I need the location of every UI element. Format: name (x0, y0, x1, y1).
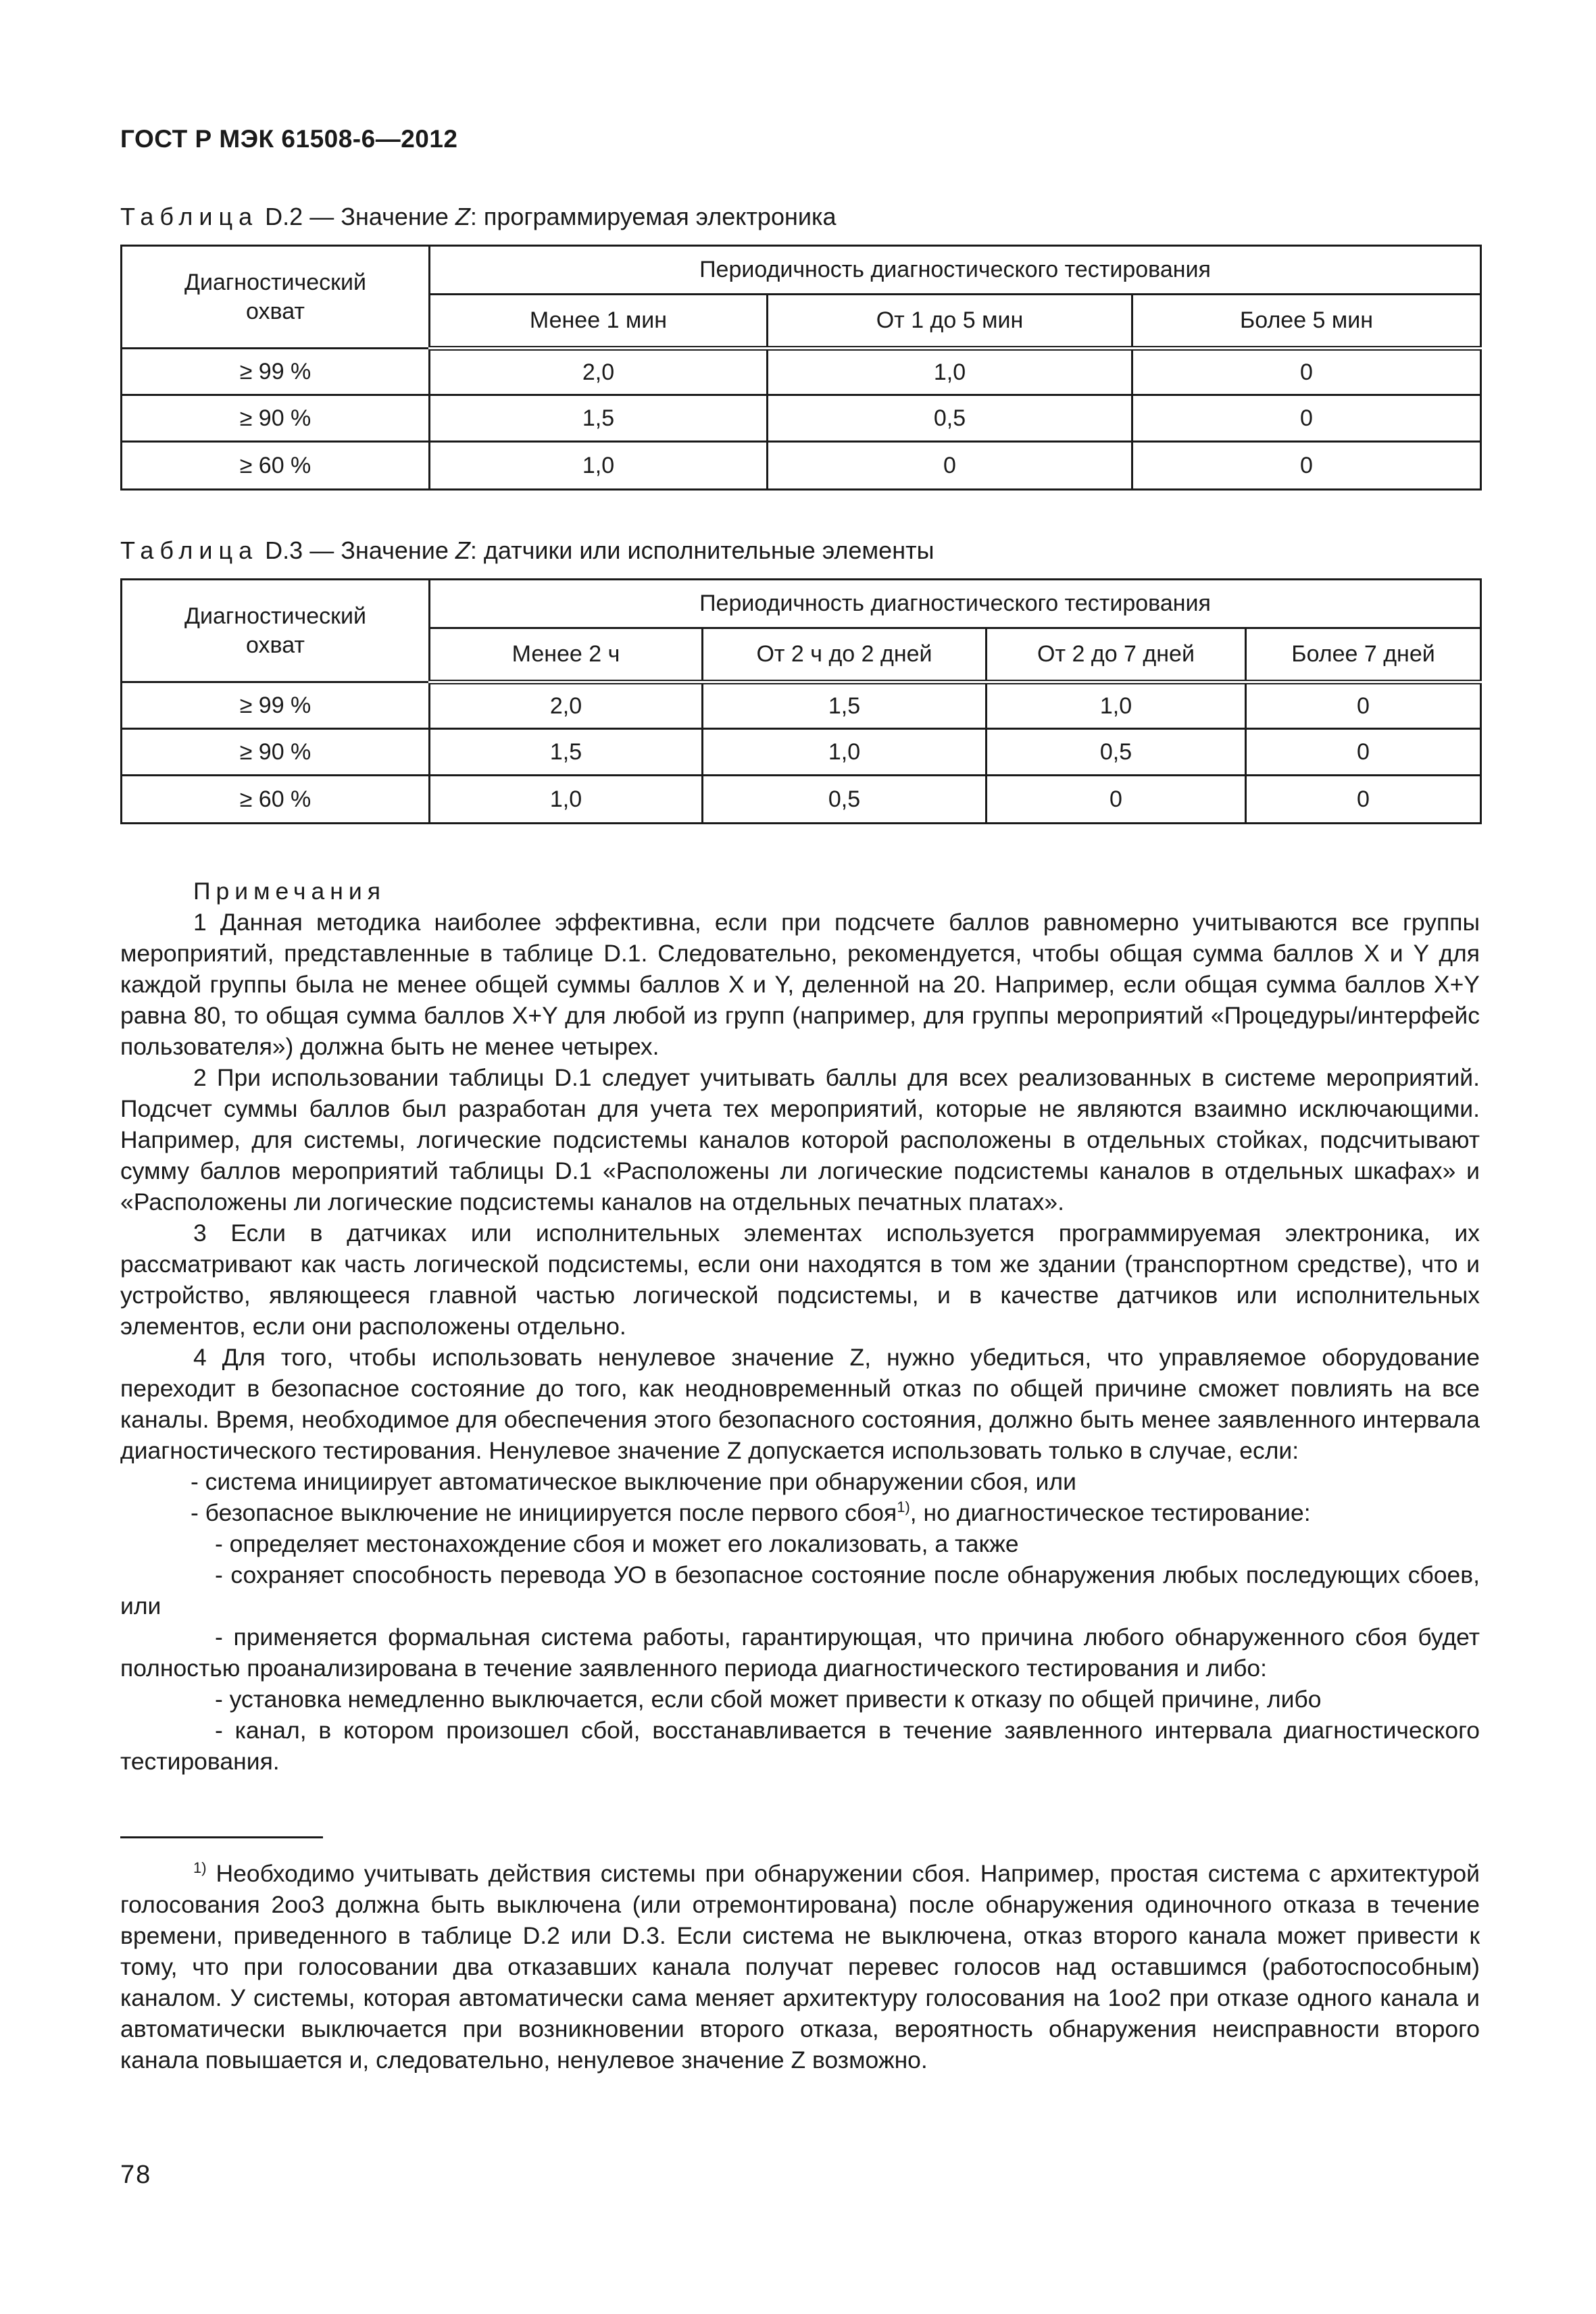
cell: 1,0 (430, 442, 768, 490)
table-row (122, 776, 1481, 824)
cell: 0,5 (987, 729, 1246, 776)
table-row (122, 682, 1481, 729)
cell: 1,5 (430, 395, 768, 442)
header-diag-coverage: Диагностический охват (122, 580, 430, 682)
note-4: 4 Для того, чтобы использовать ненулевое значение Z, нужно убедиться, что управляемое оборудование переходит в безопасное состояние до того, как неодновременный отказ по общей причине сможет повлиять на все каналы. Время, необходимое для обеспечения этого безопасного состояния, должно быть менее заявленного интервала диагностического тестирования. Ненулевое значение Z допускается использовать только в случае, если: (120, 1344, 1480, 1464)
header-test-period: Периодичность диагностического тестирования (430, 246, 1481, 295)
cell: 0 (1246, 729, 1481, 776)
standard-header: ГОСТ Р МЭК 61508-6—2012 (120, 125, 458, 153)
subheader: Менее 1 мин (430, 295, 768, 349)
cell: ≥ 60 % (122, 776, 430, 824)
cell: 2,0 (430, 682, 703, 729)
cell: 0 (768, 442, 1132, 490)
cell: 0 (1132, 442, 1481, 490)
note-bullet: - сохраняет способность перевода УО в безопасное состояние после обнаружения любых последующих сбоев, или (120, 1561, 1480, 1619)
notes-section (120, 876, 1480, 1777)
table-row (122, 442, 1481, 490)
cell: ≥ 99 % (122, 682, 430, 729)
footnote-mark: 1) (193, 1859, 207, 1877)
note-bullet: - установка немедленно выключается, если сбой может привести к отказу по общей причине, либо (215, 1686, 1322, 1713)
footnote-text: Необходимо учитывать действия системы при обнаружении сбоя. Например, простая система с архитектурой голосования 2oo3 должна быть выключена (или отремонтирована) после обнаружения одиночного отказа в течение времени, приведенного в таблице D.2 или D.3. Если система не выключена, отказ второго канала может привести к тому, что при голосовании два отказавших канала получат перевес голосов над оставшимся (работоспособным) каналом. У системы, которая автоматически сама меняет архитектуру голосования на 1oo2 при отказе одного канала и автоматически выключается при возникновении второго отказа, вероятность обнаружения неисправности второго канала повышается и, следовательно, ненулевое значение Z возможно. (120, 1860, 1480, 2073)
cell: 1,0 (430, 776, 703, 824)
cell: 0,5 (703, 776, 987, 824)
caption-text: — Значение (303, 536, 455, 564)
cell: 0 (1132, 349, 1481, 395)
table-row (122, 395, 1481, 442)
caption-id: D.2 (265, 203, 303, 230)
footnote (120, 1858, 1480, 2076)
table-d3 (120, 578, 1482, 824)
table-d2 (120, 245, 1482, 491)
caption-rest: : датчики или исполнительные элементы (470, 536, 934, 564)
cell: ≥ 99 % (122, 349, 430, 395)
cell: 0 (1246, 776, 1481, 824)
note-bullet: - канал, в котором произошел сбой, восстанавливается в течение заявленного интервала диагностического тестирования. (120, 1717, 1480, 1775)
cell: 1,5 (430, 729, 703, 776)
table-d2-caption (120, 203, 837, 231)
caption-prefix: Таблица (120, 536, 259, 564)
cell: 0 (1132, 395, 1481, 442)
note-3: 3 Если в датчиках или исполнительных элементах используется программируемая электроника, их рассматривают как часть логической подсистемы, если они находятся в том же здании (транспортном средстве), что и устройство, являющееся главной частью логической подсистемы, и в качестве датчиков или исполнительных элементов, если они расположены отдельно. (120, 1219, 1480, 1340)
caption-rest: : программируемая электроника (470, 203, 837, 230)
note-2: 2 При использовании таблицы D.1 следует учитывать баллы для всех реализованных в системе мероприятий. Подсчет суммы баллов был разработан для учета тех мероприятий, которые не являются взаимно исключающими. Например, для системы, логические подсистемы каналов которой расположены в отдельных стойках, подсчитывают сумму баллов мероприятий таблицы D.1 «Расположены ли логические подсистемы каналов в отдельных шкафах» и «Расположены ли логические подсистемы каналов на отдельных печатных платах». (120, 1064, 1480, 1215)
caption-text: — Значение (303, 203, 455, 230)
note-bullet (120, 1497, 1480, 1528)
bullet-text: - безопасное выключение не инициируется после первого сбоя (191, 1499, 897, 1526)
caption-prefix: Таблица (120, 203, 259, 230)
cell: ≥ 90 % (122, 729, 430, 776)
cell: 0 (987, 776, 1246, 824)
header-test-period: Периодичность диагностического тестирования (430, 580, 1481, 628)
header-diag-coverage: Диагностический охват (122, 246, 430, 349)
cell: ≥ 60 % (122, 442, 430, 490)
cell: 2,0 (430, 349, 768, 395)
table-row (122, 349, 1481, 395)
subheader: От 1 до 5 мин (768, 295, 1132, 349)
caption-var: Z (455, 203, 470, 230)
caption-id: D.3 (265, 536, 303, 564)
caption-var: Z (455, 536, 470, 564)
subheader: Более 7 дней (1246, 628, 1481, 682)
subheader: Менее 2 ч (430, 628, 703, 682)
footnote-rule (120, 1836, 323, 1838)
subheader: Более 5 мин (1132, 295, 1481, 349)
note-bullet: - определяет местонахождение сбоя и может его локализовать, а также (215, 1530, 1019, 1557)
notes-heading: Примечания (193, 878, 386, 905)
note-1: 1 Данная методика наиболее эффективна, если при подсчете баллов равномерно учитываются все группы мероприятий, представленные в таблице D.1. Следовательно, рекомендуется, чтобы общая сумма баллов X и Y для каждой группы была не менее общей суммы баллов X и Y, деленной на 20. Например, если общая сумма баллов X+Y равна 80, то общая сумма баллов X+Y для любой из групп (например, для группы мероприятий «Процедуры/интерфейс пользователя») должна быть не менее четырех. (120, 909, 1480, 1060)
cell: 1,0 (768, 349, 1132, 395)
cell: 1,0 (987, 682, 1246, 729)
subheader: От 2 до 7 дней (987, 628, 1246, 682)
note-bullet: - система инициирует автоматическое выключение при обнаружении сбоя, или (191, 1468, 1076, 1495)
footnote-ref: 1) (897, 1499, 910, 1516)
cell: 1,5 (703, 682, 987, 729)
page-number: 78 (120, 2161, 152, 2189)
table-row (122, 729, 1481, 776)
cell: 0 (1246, 682, 1481, 729)
subheader: От 2 ч до 2 дней (703, 628, 987, 682)
cell: 1,0 (703, 729, 987, 776)
bullet-text: , но диагностическое тестирование: (909, 1499, 1311, 1526)
cell: 0,5 (768, 395, 1132, 442)
cell: ≥ 90 % (122, 395, 430, 442)
table-d3-caption (120, 536, 934, 565)
note-bullet: - применяется формальная система работы, гарантирующая, что причина любого обнаруженного сбоя будет полностью проанализирована в течение заявленного периода диагностического тестирования и либо: (120, 1624, 1480, 1682)
